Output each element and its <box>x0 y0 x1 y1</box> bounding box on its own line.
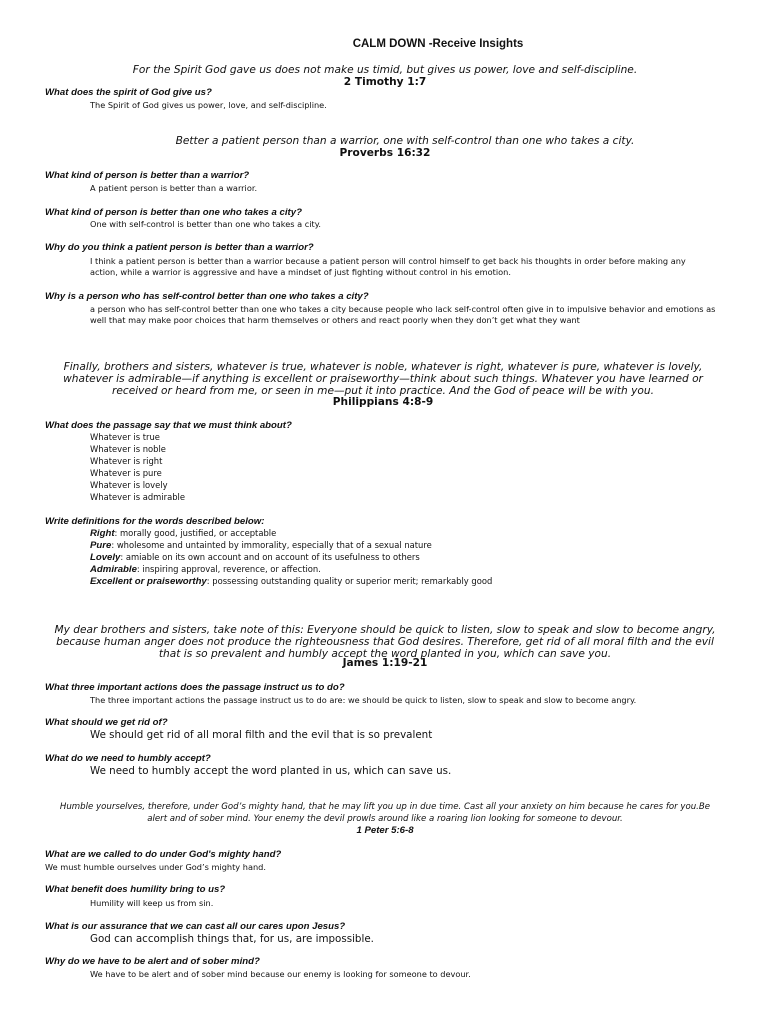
question: What kind of person is better than one who takes a city? <box>45 207 302 218</box>
question: Why do we have to be alert and of sober mind? <box>45 956 260 967</box>
list-item: Whatever is pure <box>90 467 162 478</box>
question: What should we get rid of? <box>45 717 168 728</box>
definition-item <box>90 576 492 588</box>
answer: We should get rid of all moral filth and the evil that is so prevalent <box>90 729 433 741</box>
definition-text: : amiable on its own account and on account of its usefulness to others <box>120 551 420 562</box>
list-item: Whatever is true <box>90 432 160 442</box>
verse-reference-james: James 1:19-21 <box>342 657 428 669</box>
list-item: Whatever is noble <box>90 443 166 454</box>
definition-term: Lovely <box>90 551 121 563</box>
answer: The Spirit of God gives us power, love, and self-discipline. <box>90 100 327 110</box>
definition-item <box>90 540 492 552</box>
think-list <box>90 432 185 503</box>
answer: a person who has self-control better than one who takes a city because people who lack self-control often give in to impulsive behavior and emotions as well that may make poor choices that harm themselves or others and react poorly when they don’t get what they want <box>90 304 716 325</box>
verse-text-james: My dear brothers and sisters, take note of this: Everyone should be quick to listen, slow to speak and slow to become angry, because human anger does not produce the righteousness that God desires. Therefore, get rid of all moral filth and the evil that is so prevalent and humbly accept the word planted in you, which can save you. <box>54 624 716 660</box>
question: Why is a person who has self-control better than one who takes a city? <box>45 291 369 302</box>
answer: We must humble ourselves under God’s mighty hand. <box>45 862 266 872</box>
answer: Humility will keep us from sin. <box>90 898 214 908</box>
question: What do we need to humbly accept? <box>45 753 211 764</box>
question: What does the passage say that we must think about? <box>45 420 292 431</box>
definition-term: Right <box>90 528 115 539</box>
answer: One with self-control is better than one who takes a city. <box>90 219 322 229</box>
verse-text-timothy: For the Spirit God gave us does not make us timid, but gives us power, love and self-discipline. <box>132 64 638 76</box>
answer: We have to be alert and of sober mind because our enemy is looking for someone to devour. <box>90 969 471 979</box>
verse-text-peter: Humble yourselves, therefore, under God’s mighty hand, that he may lift you up in due time. Cast all your anxiety on him because he cares for you.Be alert and of sober mind. Your enemy the devil prowls around like a roaring lion looking for someone to devour. <box>59 802 711 824</box>
question: Why do you think a patient person is better than a warrior? <box>45 242 314 253</box>
question: What kind of person is better than a warrior? <box>45 170 250 181</box>
definition-item <box>90 564 492 576</box>
page-title: CALM DOWN -Receive Insights <box>352 38 524 50</box>
list-item: Whatever is right <box>90 455 163 466</box>
definition-text: : morally good, justified, or acceptable <box>114 528 277 538</box>
definition-text: : wholesome and untainted by immorality, especially that of a sexual nature <box>111 539 432 550</box>
answer: God can accomplish things that, for us, are impossible. <box>90 933 374 945</box>
verse-reference-proverbs: Proverbs 16:32 <box>339 147 431 159</box>
verse-reference-timothy: 2 Timothy 1:7 <box>343 76 427 88</box>
verse-reference-peter: 1 Peter 5:6-8 <box>356 825 414 836</box>
list-item: Whatever is lovely <box>90 479 168 490</box>
verse-text-philippians: Finally, brothers and sisters, whatever is true, whatever is noble, whatever is right, whatever is pure, whatever is lovely, whatever is admirable—if anything is excellent or praiseworthy—think about such things. Whatever you have learned or received or heard from me, or seen in me—put it into practice. And the God of peace will be with you. <box>63 361 703 397</box>
list-item: Whatever is admirable <box>90 491 186 502</box>
question: What does the spirit of God give us? <box>45 87 212 98</box>
answer: I think a patient person is better than a warrior because a patient person will control himself to get back his thoughts in order before making any action, while a warrior is aggressive and have a mindset of just fighting without control in his emotion. <box>90 256 686 277</box>
question: What are we called to do under God's mighty hand? <box>45 849 282 860</box>
answer: We need to humbly accept the word planted in us, which can save us. <box>90 765 452 777</box>
definition-text: : inspiring approval, reverence, or affection. <box>136 563 321 574</box>
question: Write definitions for the words described below: <box>45 516 265 527</box>
question: What benefit does humility bring to us? <box>45 884 226 895</box>
definitions-list <box>90 528 492 588</box>
verse-reference-philippians: Philippians 4:8-9 <box>332 396 434 408</box>
answer: The three important actions the passage instruct us to do are: we should be quick to listen, slow to speak and slow to become angry. <box>90 695 637 705</box>
answer: A patient person is better than a warrior. <box>90 183 258 193</box>
question: What is our assurance that we can cast all our cares upon Jesus? <box>45 921 346 932</box>
definition-item <box>90 528 492 540</box>
definition-item <box>90 552 492 564</box>
definition-term: Pure <box>90 539 112 551</box>
verse-text-proverbs: Better a patient person than a warrior, one with self-control than one who takes a city. <box>175 135 635 147</box>
question: What three important actions does the passage instruct us to do? <box>45 682 345 693</box>
definition-text: : possessing outstanding quality or superior merit; remarkably good <box>206 575 493 586</box>
definition-term: Admirable <box>90 563 137 575</box>
definition-term: Excellent or praiseworthy <box>90 575 207 587</box>
